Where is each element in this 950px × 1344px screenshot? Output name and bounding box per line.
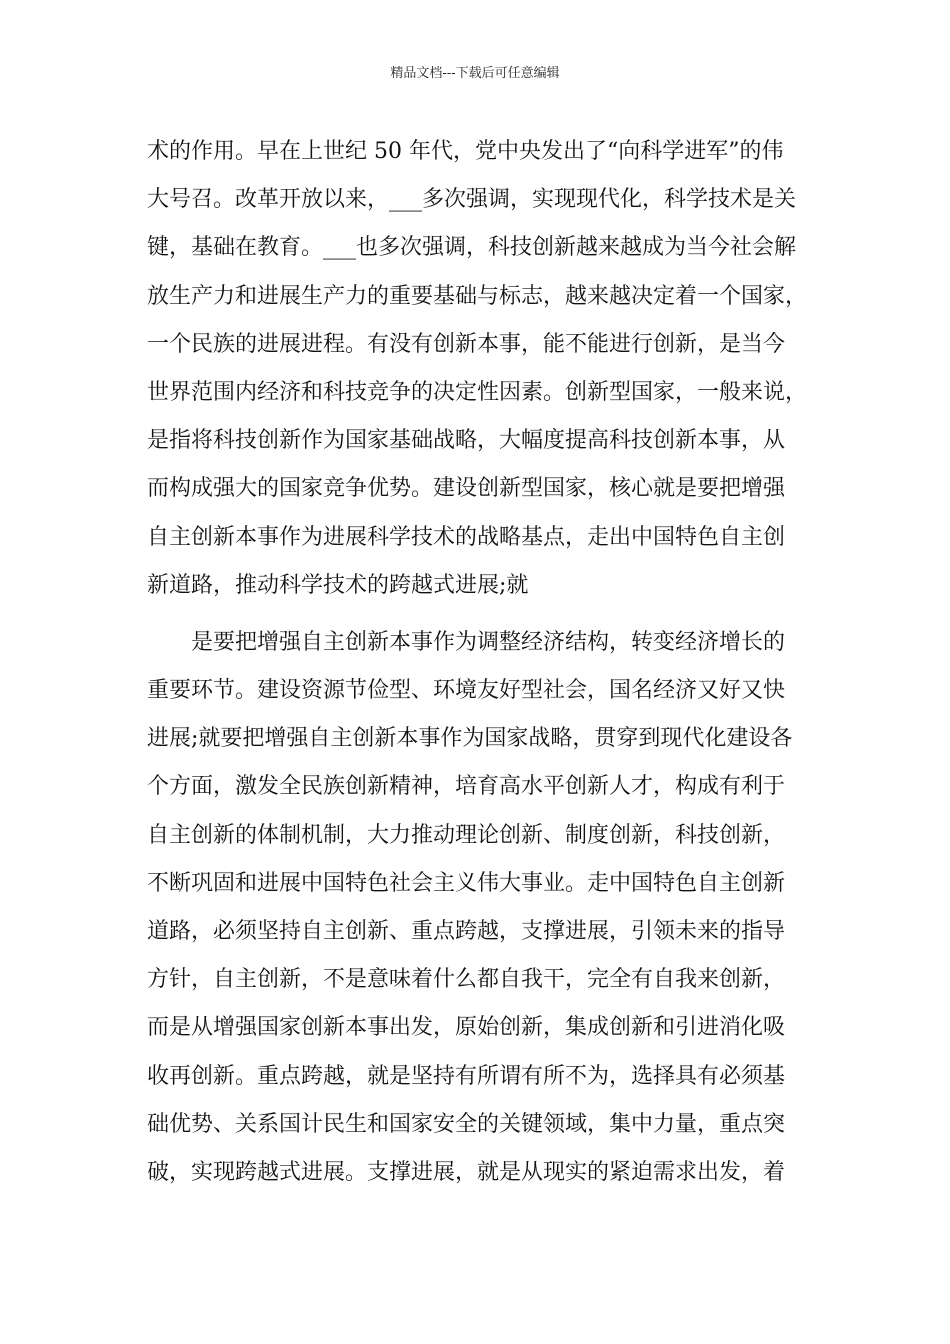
text-line: 术的作用。早在上世纪 50 年代，党中央发出了“向科学进军”的伟 [147, 139, 784, 164]
text-line: 放生产力和进展生产力的重要基础与标志，越来越决定着一个国家， [147, 283, 808, 309]
text-line: 键，基础在教育。___也多次强调，科技创新越来越成为当今社会解 [147, 235, 797, 261]
text-line: 破，实现跨越式进展。支撑进展，就是从现实的紧迫需求出发，着 [147, 1159, 786, 1185]
text-line: 是指将科技创新作为国家基础战略，大幅度提高科技创新本事，从 [147, 428, 786, 454]
text-line-indented: 是要把增强自主创新本事作为调整经济结构，转变经济增长的 [191, 629, 786, 655]
text-line: 大号召。改革开放以来，___多次强调，实现现代化，科学技术是关 [147, 187, 797, 213]
page-header: 精品文档---下载后可任意编辑 [390, 66, 560, 81]
document-body [147, 128, 827, 1197]
text-line: 而构成强大的国家竞争优势。建设创新型国家，核心就是要把增强 [147, 476, 786, 502]
text-line: 一个民族的进展进程。有没有创新本事，能不能进行创新，是当今 [147, 331, 786, 357]
text-line: 道路，必须坚持自主创新、重点跨越，支撑进展，引领未来的指导 [147, 919, 786, 944]
text-line: 自主创新本事作为进展科学技术的战略基点，走出中国特色自主创 [147, 524, 786, 550]
text-line: 方针，自主创新，不是意味着什么都自我干，完全有自我来创新， [147, 967, 786, 993]
text-line: 础优势、关系国计民生和国家安全的关键领域，集中力量，重点突 [147, 1111, 786, 1137]
text-line: 自主创新的体制机制，大力推动理论创新、制度创新，科技创新， [147, 822, 786, 848]
text-line: 收再创新。重点跨越，就是坚持有所谓有所不为，选择具有必须基 [147, 1063, 786, 1089]
paragraph-1 [147, 128, 827, 610]
text-line: 新道路，推动科学技术的跨越式进展;就 [147, 572, 529, 598]
text-line: 个方面，激发全民族创新精神，培育高水平创新人才，构成有利于 [147, 774, 786, 800]
text-line: 不断巩固和进展中国特色社会主义伟大事业。走中国特色自主创新 [147, 870, 786, 896]
paragraph-gap [147, 610, 827, 619]
text-line: 而是从增强国家创新本事出发，原始创新，集成创新和引进消化吸 [147, 1015, 786, 1041]
text-line: 重要环节。建设资源节俭型、环境友好型社会，国名经济又好又快 [147, 678, 786, 704]
paragraph-2 [147, 619, 827, 1197]
text-line: 进展;就要把增强自主创新本事作为国家战略，贯穿到现代化建设各 [147, 726, 793, 752]
text-line: 世界范围内经济和科技竞争的决定性因素。创新型国家，一般来说， [147, 379, 808, 405]
